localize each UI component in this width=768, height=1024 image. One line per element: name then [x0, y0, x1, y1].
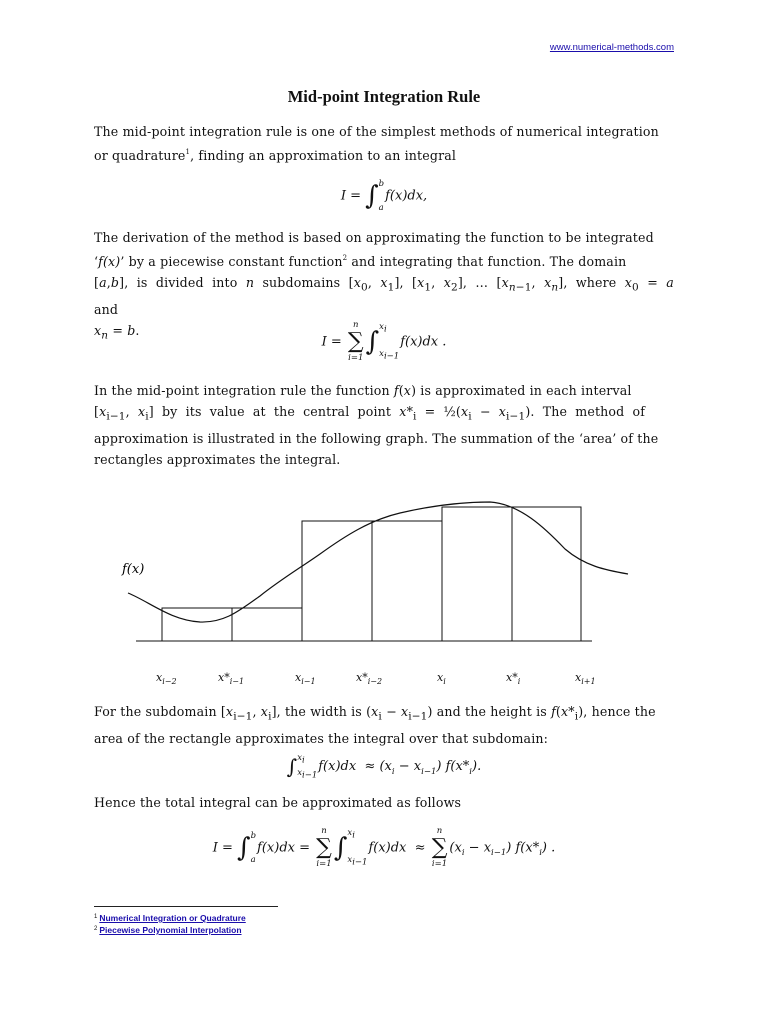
footnote-link-2[interactable]: Piecewise Polynomial Interpolation	[99, 925, 242, 935]
footnote-mark-2[interactable]: 2	[342, 254, 348, 262]
footnote-link-1[interactable]: Numerical Integration or Quadrature	[99, 913, 246, 923]
footnote-rule	[94, 906, 278, 907]
x-label-4: $x*_{i-2}$	[356, 671, 383, 686]
subdomain-line-2: area of the rectangle approximates the integral over that subdomain:	[94, 730, 549, 746]
rectangle-3	[302, 521, 372, 641]
intro-line-1: The mid-point integration rule is one of the simplest methods of numerical integration	[94, 124, 659, 139]
site-link[interactable]: www.numerical-methods.com	[549, 42, 674, 53]
x-label-2: $x*_{i-1}$	[218, 671, 245, 686]
derivation-line-4: $x_n = b$.	[94, 322, 140, 342]
midpoint-rule-graph	[0, 470, 768, 695]
total-integral-equation: I = ∫b af(x)dx = n ∑ i=1 $\int x_i$ $x_{i-1}f(x)dx$ ≈ n ∑ i=1 $(x_i - x_{i-1})$ $f(x*_i)$ .	[212, 826, 556, 869]
derivation-line-3: [a,b], is divided into n subdomains [$x_0$, $x_1$], [$x_1$, $x_2$], … [$x_{n-1}$, $x_n$], where $x_0 = a$ and	[94, 275, 674, 317]
total-paragraph	[94, 792, 674, 813]
subdomain-line-1: For the subdomain [$x_{i-1}$, $x_i$], the width is $(x_i - x_{i-1})$ and the height is $f(x*_i)$, hence the	[94, 704, 656, 723]
footnote-2: $^2$ Piecewise Polynomial Interpolation	[94, 925, 242, 935]
footnote-mark-1[interactable]: 1	[185, 148, 191, 156]
midpoint-line-2: [$x_{i-1}$, $x_i$] by its value at the central point $x*_i$ = $\frac{1}{2}(x_i - x_{i-1})$. The method of	[94, 404, 646, 423]
subdomain-paragraph	[94, 701, 674, 749]
intro-line-2: or quadrature$^1$, finding an approximation to an integral	[94, 148, 457, 163]
rectangle-2-fill	[232, 608, 302, 641]
derivation-line-2: ‘f(x)’ by a piecewise constant function$^2$ and integrating that function. The domain	[94, 254, 627, 269]
x-label-3: $x_{i-1}$	[295, 671, 316, 686]
rectangle-6	[512, 507, 581, 641]
integral-equation: I = ∫b af(x)dx,	[340, 179, 428, 213]
total-line-1: Hence the total integral can be approximated as follows	[94, 795, 462, 810]
rectangle-2	[232, 608, 302, 641]
rectangle-1	[162, 608, 232, 641]
midpoint-paragraph	[94, 380, 674, 470]
intro-paragraph	[94, 121, 674, 166]
function-curve	[128, 502, 628, 622]
page-title: Mid-point Integration Rule	[287, 87, 481, 106]
x-label-7: $x_{i+1}$	[575, 671, 596, 686]
midpoint-line-3: approximation is illustrated in the following graph. The summation of the ‘area’ of the	[94, 430, 659, 446]
derivation-line-1: The derivation of the method is based on approximating the function to be integrated	[94, 230, 654, 245]
rectangle-5	[442, 507, 512, 641]
x-label-6: $x*_i$	[506, 671, 521, 686]
rectangle-4	[372, 521, 442, 641]
x-label-1: $x_{i-2}$	[156, 671, 177, 686]
footnote-1: $^1$ Numerical Integration or Quadrature	[94, 913, 246, 923]
midpoint-line-1: In the mid-point integration rule the function f(x) is approximated in each interval	[94, 383, 632, 398]
sum-equation: I = n ∑ i=1 $\int x_i$ $x_{i-1}f(x)dx$ .	[321, 320, 447, 363]
approximation-equation: $\int x_i$ $x_{i-1}f(x)dx \approx (x_i - x_{i-1})$ $f(x*_i)$.	[286, 753, 482, 781]
midpoint-line-4: rectangles approximates the integral.	[94, 451, 341, 467]
x-label-5: $x_i$	[437, 671, 446, 686]
y-axis-label: f(x)	[122, 562, 145, 577]
